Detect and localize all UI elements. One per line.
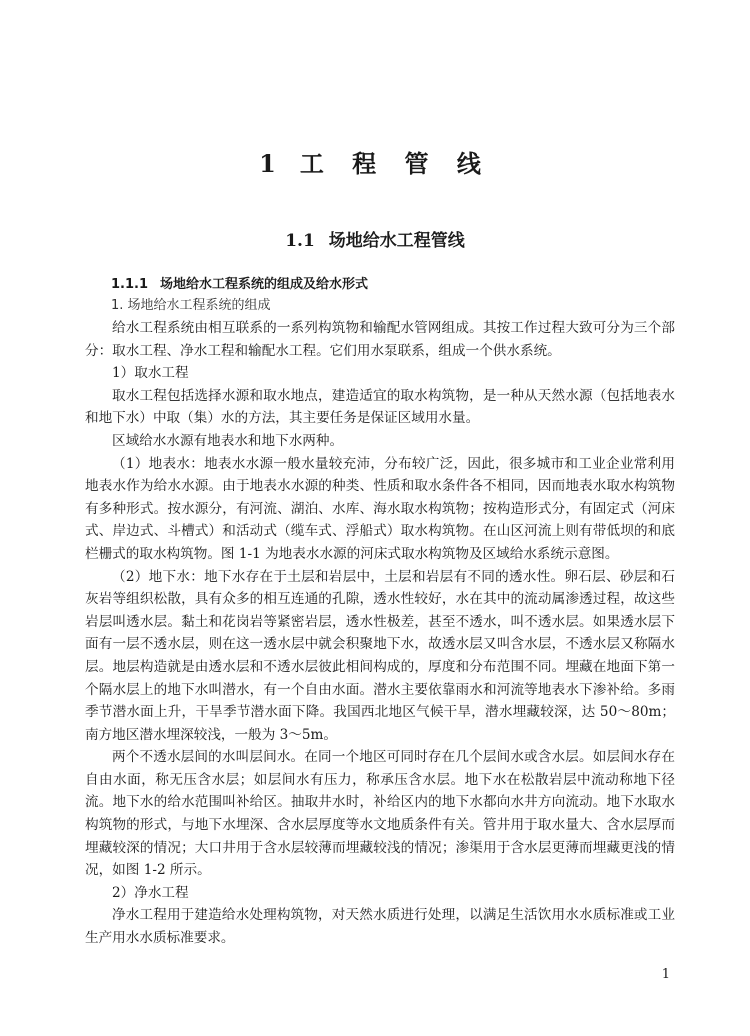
subsection-title	[111, 274, 675, 295]
chapter-title-text: 工 程 管 线	[299, 149, 491, 178]
paragraph-interlayer-water: 两个不透水层间的水叫层间水。在同一个地区可同时存在几个层间水或含水层。如层间水存在自由水面，称无压含水层；如层间水有压力，称承压含水层。地下水在松散岩层中流动称地下径流。地下水的给水范围叫补给区。抽取井水时，补给区内的地下水都向水井方向流动。地下水取水构筑物的形式，与地下水埋深、含水层厚度等水文地质条件有关。管井用于取水量大、含水层厚而埋藏较深的情况；大口井用于含水层较薄而埋藏较浅的情况；渗渠用于含水层更薄而埋藏更浅的情况，如图 1-2 所示。	[85, 749, 675, 879]
subsection-title-text: 场地给水工程系统的组成及给水形式	[160, 277, 369, 292]
paragraph-water-sources: 区域给水水源有地表水和地下水两种。	[112, 432, 344, 449]
chapter-number: 1	[259, 149, 278, 178]
paragraph-purification: 净水工程用于建造给水处理构筑物，对天然水质进行处理，以满足生活饮用水水质标准或工业生产用水水质标准要求。	[85, 907, 675, 947]
section-number: 1.1	[285, 231, 315, 251]
item-heading-purification: 2）净水工程	[112, 884, 189, 901]
subsection-number: 1.1.1	[111, 277, 149, 292]
item-heading-intake: 1）取水工程	[112, 365, 189, 382]
sub-heading: 1. 场地给水工程系统的组成	[111, 298, 271, 313]
page-number: 1	[661, 967, 670, 982]
paragraph-groundwater: （2）地下水：地下水存在于土层和岩层中，土层和岩层有不同的透水性。卵石层、砂层和石灰岩等组织松散，具有众多的相互连通的孔隙，透水性较好，水在其中的流动属渗透过程，故这些岩层叫透水层。黏土和花岗岩等紧密岩层，透水性极差，甚至不透水，叫不透水层。如果透水层下面有一层不透水层，则在这一透水层中就会积聚地下水，故透水层又叫含水层，不透水层又称隔水层。地层构造就是由透水层和不透水层彼此相间构成的，厚度和分布范围不同。埋藏在地面下第一个隔水层上的地下水叫潜水，有一个自由水面。潜水主要依靠雨水和河流等地表水下渗补给。多雨季节潜水面上升，干旱季节潜水面下降。我国西北地区气候干旱，潜水埋藏较深，达 50～80m；南方地区潜水埋深较浅，一般为 3～5m。	[85, 568, 675, 743]
section-title-text: 场地给水工程管线	[328, 231, 465, 251]
paragraph-surface-water: （1）地表水：地表水水源一般水量较充沛，分布较广泛，因此，很多城市和工业企业常利用地表水作为给水水源。由于地表水水源的种类、性质和取水条件各不相同，因而地表水取水构筑物有多种形式。按水源分，有河流、湖泊、水库、海水取水构筑物；按构造形式分，有固定式（河床式、岸边式、斗槽式）和活动式（缆车式、浮船式）取水构筑物。在山区河流上则有带低坝的和底栏栅式的取水构筑物。图 1-1 为地表水水源的河床式取水构筑物及区域给水系统示意图。	[85, 455, 675, 562]
paragraph-intake: 取水工程包括选择水源和取水地点，建造适宜的取水构筑物，是一种从天然水源（包括地表水和地下水）中取（集）水的方法，其主要任务是保证区域用水量。	[85, 387, 675, 427]
section-title	[0, 227, 750, 255]
page-body	[85, 274, 675, 950]
chapter-title	[0, 146, 750, 182]
paragraph-intro: 给水工程系统由相互联系的一系列构筑物和输配水管网组成。其按工作过程大致可分为三个部分：取水工程、净水工程和输配水工程。它们用水泵联系，组成一个供水系统。	[85, 320, 675, 359]
